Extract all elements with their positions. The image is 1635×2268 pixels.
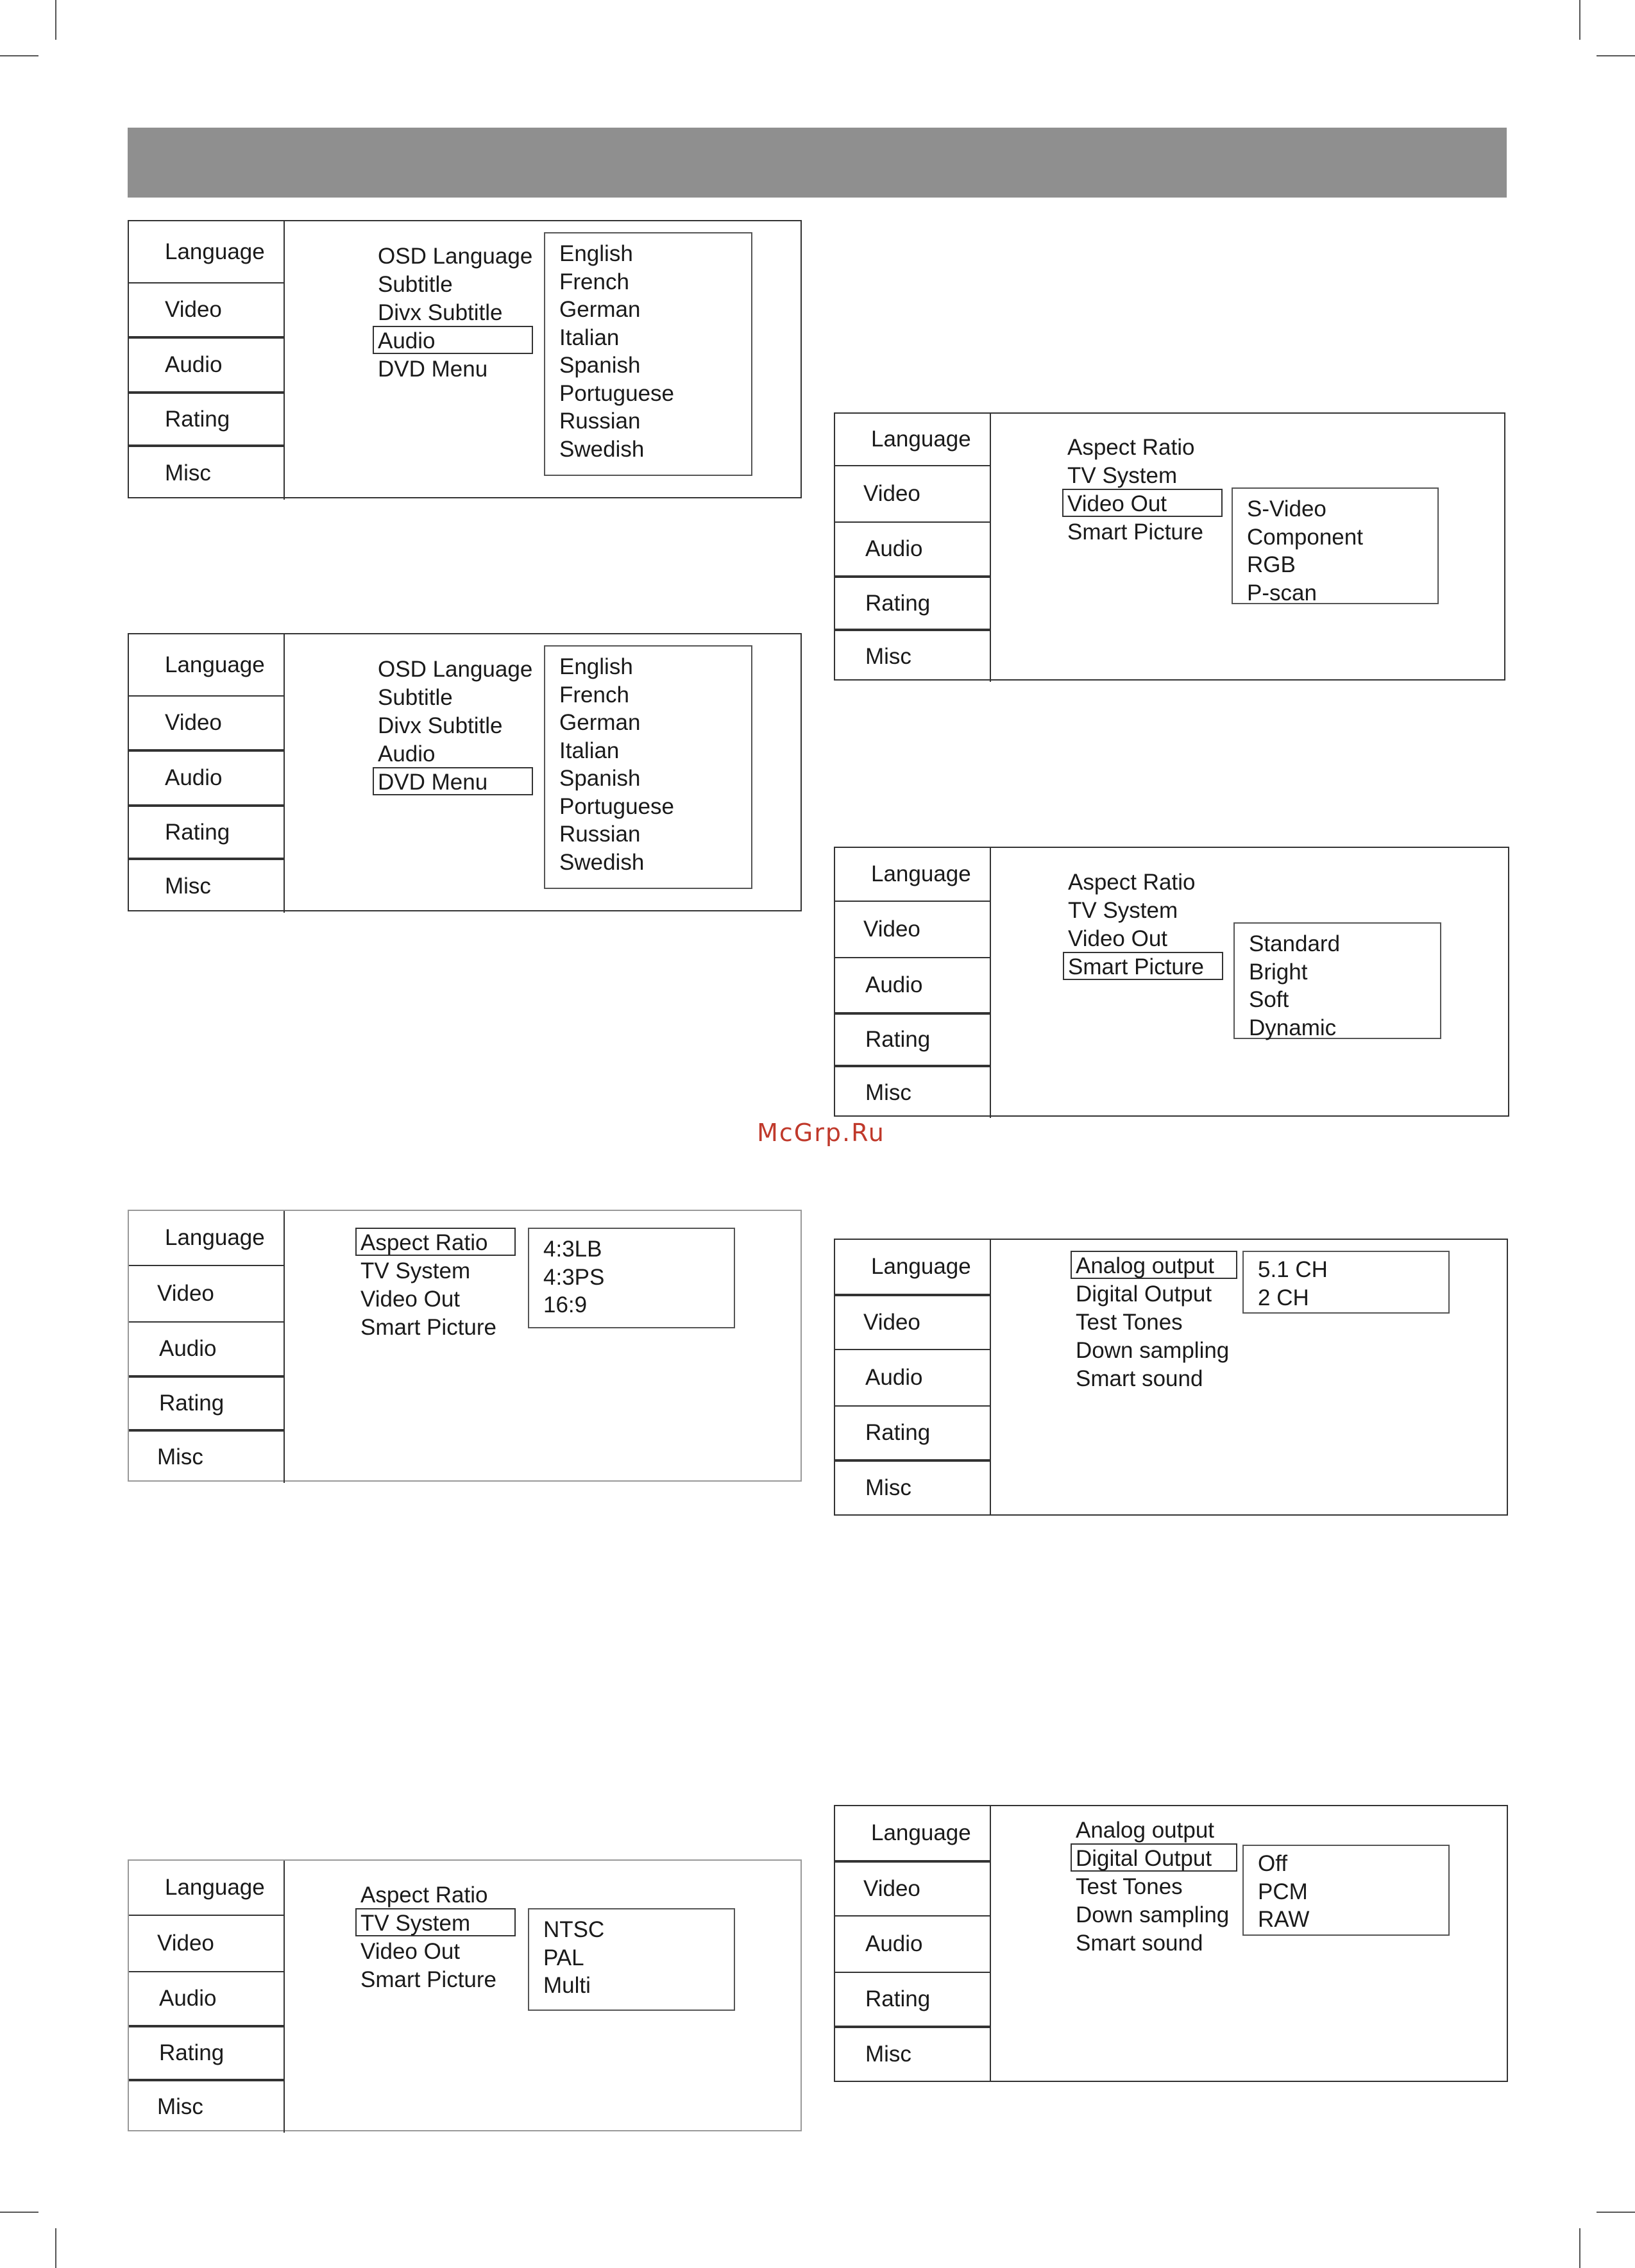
option-item[interactable]: Spanish	[559, 353, 641, 378]
crop-mark	[1579, 2228, 1580, 2268]
tab-label: Video	[165, 297, 222, 322]
tab-label: Rating	[159, 1391, 224, 1416]
tab-label: Video	[863, 481, 920, 506]
setup-menu-panel	[834, 1805, 1508, 2082]
menu-item[interactable]: Aspect Ratio	[360, 1883, 488, 1908]
settings-list	[1071, 1815, 1237, 1956]
options-popup	[528, 1908, 735, 2011]
tab-label: Audio	[165, 765, 223, 790]
crop-mark	[0, 55, 38, 56]
tab-video[interactable]	[129, 1916, 285, 1971]
menu-item[interactable]: Divx Subtitle	[378, 300, 503, 325]
option-item[interactable]: French	[559, 682, 629, 707]
setup-menu-panel	[834, 1239, 1508, 1516]
tab-audio[interactable]	[129, 337, 285, 393]
tab-label: Rating	[159, 2040, 224, 2065]
menu-item-selected[interactable]: Video Out	[1062, 489, 1223, 517]
option-item[interactable]: Russian	[559, 409, 641, 434]
option-item[interactable]: Off	[1258, 1851, 1288, 1876]
setup-menu-panel	[834, 847, 1509, 1117]
settings-list	[1062, 432, 1223, 545]
tab-label: Rating	[865, 1986, 931, 2011]
option-item[interactable]: 4:3LB	[543, 1237, 602, 1262]
option-item[interactable]: P-scan	[1247, 580, 1317, 605]
tab-label: Audio	[165, 352, 223, 377]
tab-label: Video	[165, 710, 222, 735]
tab-misc[interactable]	[129, 446, 285, 500]
menu-item-selected[interactable]: Digital Output	[1071, 1843, 1237, 1872]
category-tabs	[835, 1240, 991, 1514]
tab-video[interactable]	[835, 1861, 991, 1917]
menu-item[interactable]: Test Tones	[1076, 1310, 1183, 1335]
option-item[interactable]: Bright	[1249, 959, 1308, 985]
tab-misc[interactable]	[835, 1066, 991, 1118]
option-item[interactable]: Standard	[1249, 931, 1341, 956]
setup-menu-panel	[834, 412, 1505, 681]
tab-label: Rating	[865, 1420, 931, 1445]
category-tabs	[835, 1806, 991, 2081]
option-item[interactable]: English	[559, 654, 633, 679]
tab-label: Misc	[157, 1444, 203, 1469]
menu-item[interactable]: Smart sound	[1076, 1366, 1203, 1391]
tab-language[interactable]	[835, 1806, 991, 1861]
tab-video[interactable]	[835, 902, 991, 957]
menu-item[interactable]: Video Out	[360, 1287, 461, 1312]
tab-label: Audio	[865, 536, 923, 561]
options-popup	[528, 1228, 735, 1328]
option-item[interactable]: 16:9	[543, 1292, 588, 1317]
menu-item[interactable]: Subtitle	[378, 272, 453, 297]
tab-language[interactable]	[835, 414, 991, 466]
option-item[interactable]: S-Video	[1247, 496, 1326, 521]
menu-item[interactable]: Down sampling	[1076, 1338, 1230, 1363]
menu-item-selected[interactable]: TV System	[355, 1908, 516, 1936]
tab-label: Language	[871, 427, 971, 452]
tab-misc[interactable]	[835, 630, 991, 682]
option-item[interactable]: German	[559, 710, 641, 735]
menu-item[interactable]: Analog output	[1076, 1818, 1215, 1843]
tab-video[interactable]	[129, 695, 285, 750]
option-item[interactable]: Swedish	[559, 849, 645, 875]
settings-list	[373, 654, 533, 795]
tab-label: Language	[165, 1875, 265, 1900]
tab-video[interactable]	[835, 1295, 991, 1350]
tab-label: Language	[165, 1225, 265, 1250]
tab-label: Misc	[157, 2094, 203, 2119]
tab-language[interactable]	[129, 221, 285, 282]
menu-item[interactable]: TV System	[1067, 463, 1178, 488]
tab-video[interactable]	[835, 466, 991, 521]
tab-misc[interactable]	[835, 2027, 991, 2081]
tab-rating[interactable]	[835, 1405, 991, 1460]
option-item[interactable]: NTSC	[543, 1917, 605, 1942]
tab-audio[interactable]	[835, 1917, 991, 1972]
option-item[interactable]: 5.1 CH	[1258, 1257, 1328, 1282]
crop-mark	[1579, 0, 1580, 40]
tab-rating[interactable]	[835, 1013, 991, 1066]
tab-label: Language	[871, 861, 971, 886]
settings-list	[1071, 1251, 1237, 1392]
option-item[interactable]: PAL	[543, 1945, 584, 1970]
crop-mark	[55, 0, 56, 40]
setup-menu-panel	[128, 1210, 802, 1482]
menu-item-selected[interactable]: Analog output	[1071, 1251, 1237, 1279]
option-item[interactable]: RAW	[1258, 1907, 1310, 1932]
tab-label: Rating	[865, 590, 931, 616]
tab-audio[interactable]	[835, 957, 991, 1013]
category-tabs	[129, 221, 285, 497]
tab-rating[interactable]	[835, 1972, 991, 2027]
option-item[interactable]: RGB	[1247, 552, 1296, 577]
menu-item[interactable]: Down sampling	[1076, 1902, 1230, 1927]
menu-item[interactable]: Smart Picture	[360, 1967, 496, 1992]
setup-menu-panel	[128, 633, 802, 911]
tab-misc[interactable]	[129, 859, 285, 913]
tab-label: Rating	[865, 1027, 931, 1052]
tab-audio[interactable]	[129, 1321, 285, 1376]
tab-label: Misc	[865, 1475, 911, 1500]
menu-item[interactable]: TV System	[360, 1258, 471, 1283]
options-popup	[1242, 1845, 1450, 1936]
tab-audio[interactable]	[129, 750, 285, 806]
tab-label: Misc	[165, 874, 211, 899]
crop-mark	[1597, 2212, 1635, 2213]
menu-item[interactable]: Smart Picture	[360, 1315, 496, 1340]
tab-label: Audio	[865, 972, 923, 997]
tab-audio[interactable]	[835, 521, 991, 577]
menu-item[interactable]: Video Out	[360, 1939, 461, 1964]
menu-item[interactable]: OSD Language	[378, 657, 533, 682]
option-item[interactable]: Spanish	[559, 766, 641, 791]
menu-item[interactable]: Aspect Ratio	[1068, 870, 1196, 895]
option-item[interactable]: Italian	[559, 325, 620, 350]
tab-rating[interactable]	[129, 806, 285, 859]
tab-label: Audio	[865, 1365, 923, 1390]
category-tabs	[835, 848, 991, 1115]
tab-label: Video	[863, 917, 920, 942]
tab-rating[interactable]	[129, 393, 285, 446]
tab-label: Language	[871, 1254, 971, 1279]
options-popup	[1232, 487, 1439, 604]
option-item[interactable]: Multi	[543, 1973, 591, 1998]
option-item[interactable]: French	[559, 269, 629, 294]
tab-misc[interactable]	[129, 2080, 285, 2133]
tab-misc[interactable]	[129, 1430, 285, 1483]
tab-language[interactable]	[129, 634, 285, 695]
tab-label: Video	[863, 1876, 920, 1901]
tab-label: Video	[157, 1281, 214, 1306]
menu-item[interactable]: Audio	[378, 741, 436, 766]
tab-label: Misc	[865, 643, 911, 669]
menu-item-selected[interactable]: Audio	[373, 326, 533, 354]
options-popup	[1233, 922, 1441, 1039]
option-item[interactable]: PCM	[1258, 1879, 1308, 1904]
tab-misc[interactable]	[835, 1460, 991, 1514]
menu-item[interactable]: OSD Language	[378, 244, 533, 269]
tab-rating[interactable]	[129, 2026, 285, 2080]
category-tabs	[129, 1211, 285, 1480]
crop-mark	[0, 2212, 38, 2213]
menu-item[interactable]: Smart Picture	[1067, 520, 1203, 545]
options-popup	[544, 232, 752, 476]
option-item[interactable]: English	[559, 241, 633, 266]
options-popup	[544, 645, 752, 889]
tab-language[interactable]	[835, 848, 991, 902]
tab-label: Audio	[159, 1336, 217, 1361]
tab-rating[interactable]	[129, 1376, 285, 1430]
tab-label: Video	[157, 1931, 214, 1956]
tab-language[interactable]	[129, 1861, 285, 1916]
options-popup	[1242, 1251, 1450, 1314]
menu-item[interactable]: Smart sound	[1076, 1931, 1203, 1956]
crop-mark	[1597, 55, 1635, 56]
menu-item[interactable]: Subtitle	[378, 685, 453, 710]
tab-label: Language	[165, 239, 265, 264]
tab-label: Audio	[865, 1931, 923, 1956]
tab-language[interactable]	[129, 1211, 285, 1266]
option-item[interactable]: Russian	[559, 822, 641, 847]
option-item[interactable]: 4:3PS	[543, 1264, 605, 1290]
option-item[interactable]: Component	[1247, 524, 1363, 550]
option-item[interactable]: Dynamic	[1249, 1015, 1337, 1040]
tab-label: Misc	[865, 2042, 911, 2067]
settings-list	[355, 1228, 516, 1341]
setup-menu-panel	[128, 1859, 802, 2131]
tab-rating[interactable]	[835, 577, 991, 630]
tab-label: Language	[165, 652, 265, 677]
tab-audio[interactable]	[129, 1971, 285, 2026]
header-bar	[128, 128, 1507, 198]
settings-list	[355, 1880, 516, 1993]
menu-item[interactable]: Test Tones	[1076, 1874, 1183, 1899]
menu-item[interactable]: DVD Menu	[378, 357, 488, 382]
crop-mark	[55, 2228, 56, 2268]
menu-item-selected[interactable]: Smart Picture	[1063, 952, 1223, 980]
menu-item-selected[interactable]: Aspect Ratio	[355, 1228, 516, 1256]
menu-item-selected[interactable]: DVD Menu	[373, 767, 533, 795]
menu-item[interactable]: TV System	[1068, 898, 1178, 923]
watermark: McGrp.Ru	[757, 1119, 885, 1147]
menu-item[interactable]: Aspect Ratio	[1067, 435, 1195, 460]
setup-menu-panel	[128, 220, 802, 498]
settings-list	[1063, 867, 1223, 980]
menu-item[interactable]: Digital Output	[1076, 1282, 1212, 1307]
option-item[interactable]: Portuguese	[559, 380, 675, 406]
category-tabs	[129, 634, 285, 910]
tab-label: Audio	[159, 1986, 217, 2011]
tab-language[interactable]	[835, 1240, 991, 1295]
option-item[interactable]: German	[559, 297, 641, 322]
tab-label: Language	[871, 1820, 971, 1845]
option-item[interactable]: Swedish	[559, 436, 645, 462]
category-tabs	[129, 1861, 285, 2130]
option-item[interactable]: Soft	[1249, 987, 1289, 1012]
option-item[interactable]: 2 CH	[1258, 1285, 1309, 1310]
settings-list	[373, 241, 533, 382]
option-item[interactable]: Portuguese	[559, 793, 675, 819]
tab-label: Rating	[165, 819, 230, 845]
tab-label: Video	[863, 1310, 920, 1335]
menu-item[interactable]: Divx Subtitle	[378, 713, 503, 738]
tab-video[interactable]	[129, 1266, 285, 1321]
category-tabs	[835, 414, 991, 679]
option-item[interactable]: Italian	[559, 738, 620, 763]
tab-label: Misc	[865, 1079, 911, 1105]
tab-label: Rating	[165, 406, 230, 432]
tab-audio[interactable]	[835, 1350, 991, 1405]
tab-video[interactable]	[129, 282, 285, 337]
tab-label: Misc	[165, 461, 211, 486]
menu-item[interactable]: Video Out	[1068, 926, 1168, 951]
